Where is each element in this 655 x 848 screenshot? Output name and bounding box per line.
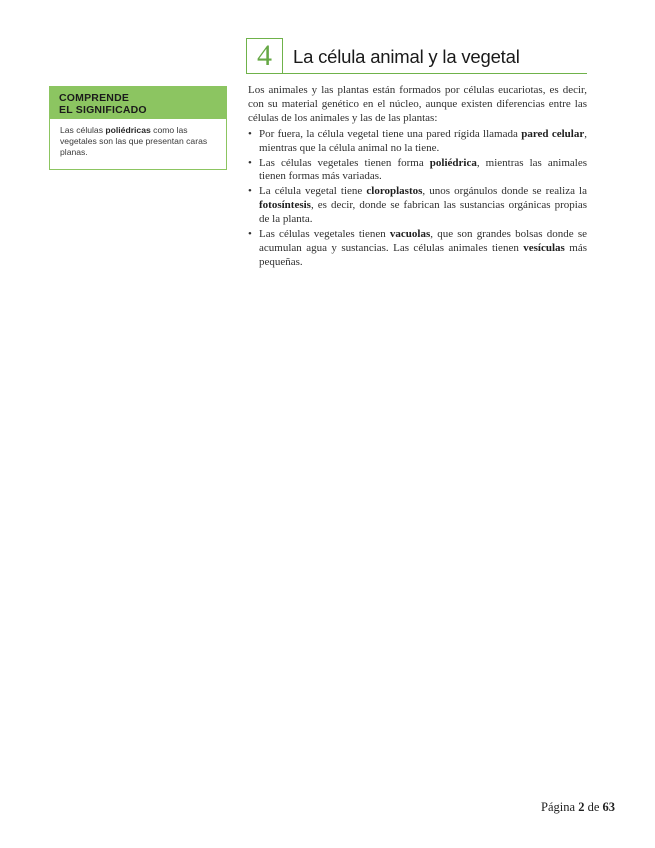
differences-list [248, 128, 587, 270]
list-item [248, 185, 587, 227]
section-number-box [246, 38, 283, 74]
list-item [248, 128, 587, 156]
bullet-term: fotosíntesis [259, 199, 311, 212]
bullet-text: , unos orgánulos donde se realiza la [422, 185, 587, 198]
section-underline [283, 73, 587, 74]
bullet-term: vacuolas [389, 228, 431, 241]
intro-paragraph: Los animales y las plantas están formados por células eucariotas, es decir, con su material genético en el núcleo, aunque existen diferencias entre las células de los animales y las de las plantas: [248, 84, 587, 124]
bullet-term: poliédrica [429, 156, 477, 169]
comprende-sidebar [49, 86, 227, 170]
list-item [248, 157, 587, 185]
sidebar-text-after: como las vegetales son las que presentan caras planas. [60, 125, 208, 157]
sidebar-text-before: Las células [60, 125, 106, 135]
bullet-term: pared celular [521, 127, 585, 140]
sidebar-title-line1: COMPRENDE [59, 92, 130, 104]
bullet-text: más pequeñas. [259, 241, 587, 268]
list-item [248, 228, 587, 270]
page-of: de [587, 800, 600, 814]
section-title: La célula animal y la vegetal [293, 46, 520, 67]
bullet-text: , mientras que la célula animal no la tiene. [259, 127, 587, 154]
bullet-icon: • [248, 185, 252, 198]
bullet-text: , que son grandes bolsas donde se acumulan agua y sustancias. Las células animales tienen [259, 228, 587, 254]
bullet-icon: • [248, 156, 252, 169]
sidebar-term: poliédricas [105, 125, 151, 135]
bullet-text: , mientras las animales tienen formas más variadas. [259, 156, 587, 183]
bullet-text: Las células vegetales tienen [259, 228, 390, 241]
bullet-term: cloroplastos [366, 185, 423, 198]
bullet-icon: • [248, 228, 252, 241]
bullet-icon: • [248, 127, 252, 140]
sidebar-title-line2: EL SIGNIFICADO [59, 104, 147, 116]
sidebar-header [50, 87, 226, 119]
bullet-text: , es decir, donde se fabrican las sustancias orgánicas propias de la planta. [259, 199, 587, 226]
sidebar-title [59, 92, 226, 116]
bullet-text: Por fuera, la célula vegetal tiene una pared rígida llamada [259, 127, 522, 140]
bullet-term: vesículas [523, 241, 565, 254]
section-number: 4 [257, 39, 272, 72]
bullet-text: La célula vegetal tiene [259, 185, 367, 198]
page-label: Página [541, 800, 576, 814]
page-total: 63 [602, 800, 615, 814]
page-current: 2 [578, 800, 585, 814]
page-indicator [541, 800, 615, 815]
bullet-text: Las células vegetales tienen forma [259, 156, 430, 169]
section-header [246, 38, 587, 76]
sidebar-definition [50, 119, 226, 158]
main-content [248, 84, 587, 271]
